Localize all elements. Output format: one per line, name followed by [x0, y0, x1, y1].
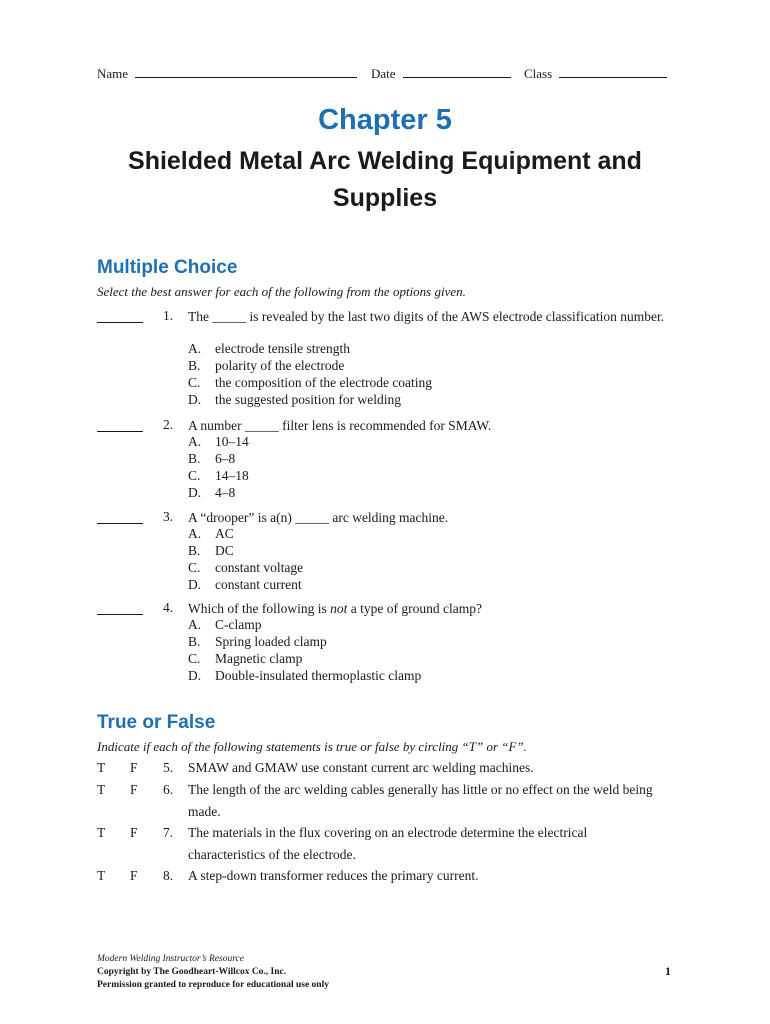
question-text: SMAW and GMAW use constant current arc welding machines. — [188, 760, 534, 775]
title-line-2: Supplies — [332, 184, 438, 212]
option[interactable] — [188, 526, 234, 542]
date-label: Date — [371, 66, 396, 81]
option-letter: C. — [188, 375, 201, 390]
option-letter: C. — [188, 560, 201, 575]
option[interactable] — [188, 668, 421, 684]
option[interactable] — [188, 560, 303, 576]
true-false-instructions: Indicate if each of the following statements is true or false by circling “T” or “F”. — [97, 739, 527, 754]
option-text: Spring loaded clamp — [215, 634, 327, 649]
option[interactable] — [188, 451, 235, 467]
name-field[interactable] — [97, 66, 357, 82]
page-number: 1 — [665, 964, 671, 978]
question-number: 7. — [163, 825, 174, 840]
option-letter: A. — [188, 341, 202, 356]
footer-permission: Permission granted to reproduce for educational use only — [97, 980, 329, 990]
option[interactable] — [188, 358, 344, 374]
option[interactable] — [188, 617, 262, 633]
question-text: The length of the arc welding cables generally has little or no effect on the weld being made. — [188, 782, 653, 819]
option-letter: C. — [188, 468, 201, 483]
question-number: 1. — [163, 308, 174, 323]
true-false-heading: True or False — [97, 712, 216, 733]
option[interactable] — [188, 468, 249, 484]
option[interactable] — [188, 651, 302, 667]
answer-blank-4[interactable] — [97, 614, 143, 615]
question-number: 8. — [163, 868, 174, 883]
question-number: 3. — [163, 509, 174, 524]
option[interactable] — [188, 634, 327, 650]
question-emphasis: not — [330, 601, 348, 616]
option-text: polarity of the electrode — [215, 358, 345, 373]
true-option-7[interactable]: T — [97, 825, 106, 840]
multiple-choice-heading: Multiple Choice — [97, 257, 238, 278]
false-option-8[interactable]: F — [130, 868, 138, 883]
date-blank[interactable] — [403, 67, 511, 78]
class-field[interactable] — [524, 66, 667, 82]
option-text: the suggested position for welding — [215, 392, 401, 407]
date-field[interactable] — [371, 66, 511, 82]
question-text: The materials in the flux covering on an electrode determine the electrical characteristics of the electrode. — [188, 825, 588, 862]
answer-blank-1[interactable] — [97, 322, 143, 323]
true-option-6[interactable]: T — [97, 782, 106, 797]
option-letter: A. — [188, 617, 202, 632]
option-text: 10–14 — [215, 434, 249, 449]
answer-blank-3[interactable] — [97, 523, 143, 524]
class-label: Class — [524, 66, 553, 81]
question-text: A “drooper” is a(n) _____ arc welding machine. — [188, 510, 449, 525]
option-letter: C. — [188, 651, 201, 666]
option-text: 6–8 — [215, 451, 236, 466]
answer-blank-2[interactable] — [97, 431, 143, 432]
question-text-part: a type of ground clamp? — [347, 601, 482, 616]
option[interactable] — [188, 577, 302, 593]
option-text: C-clamp — [215, 617, 262, 632]
option-text: electrode tensile strength — [215, 341, 350, 356]
question-number: 5. — [163, 760, 174, 775]
option-text: the composition of the electrode coating — [215, 375, 433, 390]
option[interactable] — [188, 543, 234, 559]
option-letter: D. — [188, 577, 202, 592]
option-letter: B. — [188, 543, 201, 558]
option-letter: D. — [188, 485, 202, 500]
option-text: constant current — [215, 577, 302, 592]
option-letter: D. — [188, 392, 202, 407]
question-number: 2. — [163, 417, 174, 432]
false-option-5[interactable]: F — [130, 760, 138, 775]
option-text: AC — [215, 526, 234, 541]
title-line-1: Shielded Metal Arc Welding Equipment and — [128, 147, 642, 175]
option[interactable] — [188, 392, 401, 408]
option-text: 14–18 — [215, 468, 249, 483]
chapter-heading: Chapter 5 — [318, 104, 452, 136]
option-text: Double-insulated thermoplastic clamp — [215, 668, 422, 683]
question-text: A step-down transformer reduces the primary current. — [188, 868, 479, 883]
multiple-choice-instructions: Select the best answer for each of the following from the options given. — [97, 284, 466, 299]
option-letter: A. — [188, 434, 202, 449]
option-text: DC — [215, 543, 234, 558]
option[interactable] — [188, 434, 249, 450]
footer-book-title: Modern Welding Instructor’s Resource — [97, 954, 244, 964]
class-blank[interactable] — [559, 67, 667, 78]
option[interactable] — [188, 341, 350, 357]
option[interactable] — [188, 485, 235, 501]
question-text — [188, 600, 678, 617]
option-letter: A. — [188, 526, 202, 541]
name-blank[interactable] — [135, 67, 357, 78]
true-option-8[interactable]: T — [97, 868, 106, 883]
footer-copyright: Copyright by The Goodheart-Willcox Co., Inc. — [97, 967, 287, 977]
question-text: The _____ is revealed by the last two digits of the AWS electrode classification number. — [188, 309, 665, 324]
option-letter: D. — [188, 668, 202, 683]
true-option-5[interactable]: T — [97, 760, 106, 775]
question-text: A number _____ filter lens is recommended for SMAW. — [188, 418, 492, 433]
question-text-part: Which of the following is — [188, 601, 331, 616]
false-option-7[interactable]: F — [130, 825, 138, 840]
option[interactable] — [188, 375, 432, 391]
option-text: Magnetic clamp — [215, 651, 303, 666]
option-letter: B. — [188, 634, 201, 649]
false-option-6[interactable]: F — [130, 782, 138, 797]
option-letter: B. — [188, 451, 201, 466]
question-number: 4. — [163, 600, 174, 615]
page-title — [60, 143, 710, 217]
option-text: constant voltage — [215, 560, 304, 575]
question-number: 6. — [163, 782, 174, 797]
option-letter: B. — [188, 358, 201, 373]
option-text: 4–8 — [215, 485, 236, 500]
name-label: Name — [97, 66, 129, 81]
